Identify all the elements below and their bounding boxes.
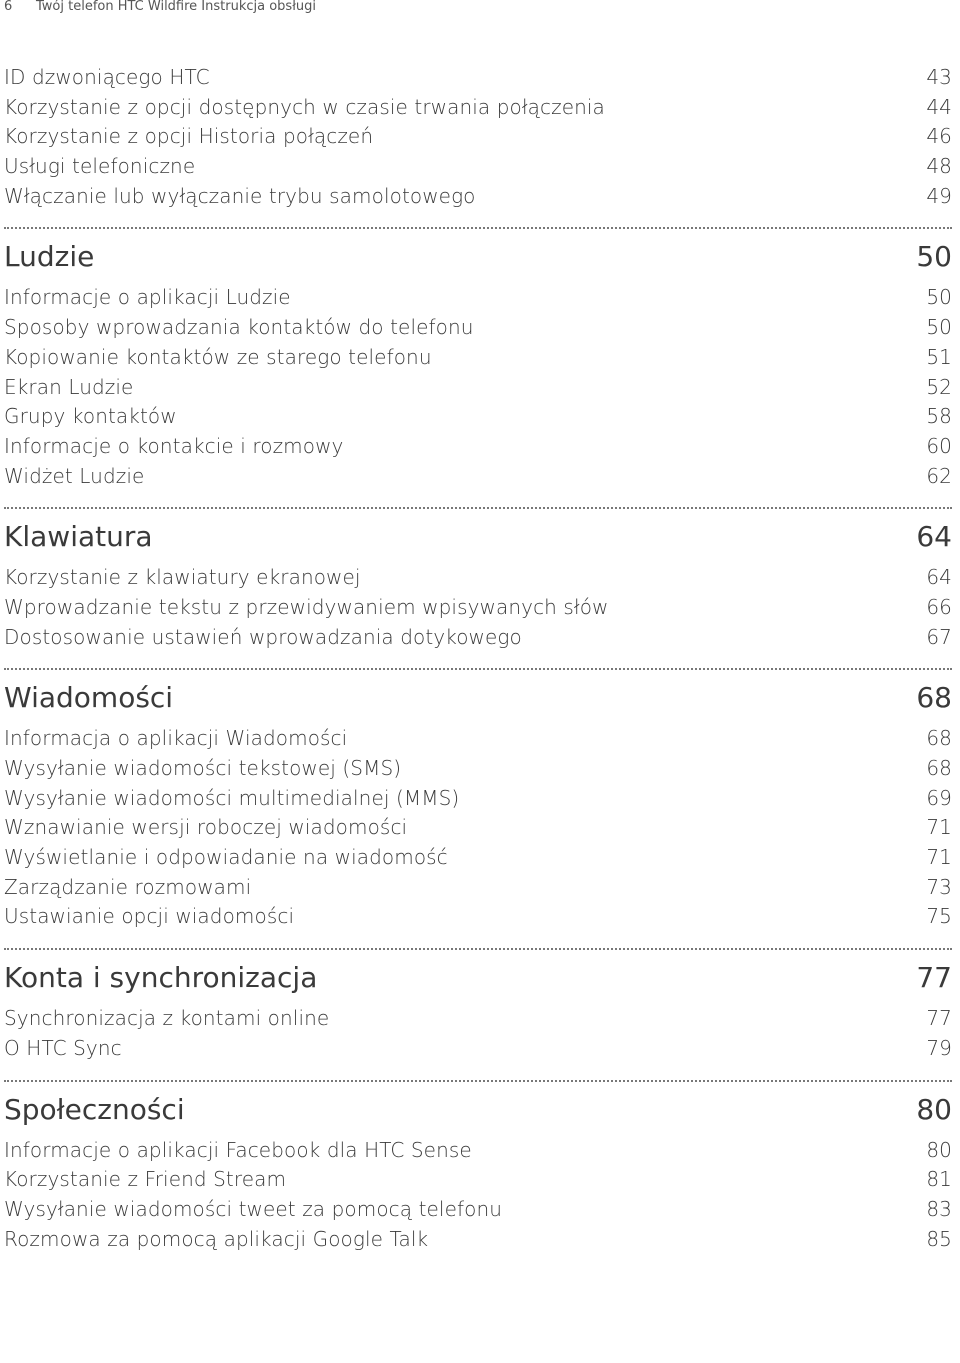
toc-entry-label: Zarządzanie rozmowami (4, 874, 252, 899)
toc-entry-label: Korzystanie z klawiatury ekranowej (4, 565, 361, 590)
toc-entry[interactable] (4, 1034, 952, 1064)
toc-entry-page: 49 (926, 183, 952, 208)
toc-entry[interactable] (4, 63, 952, 93)
chapter-heading[interactable] (4, 517, 952, 557)
toc-entry-page: 80 (926, 1137, 952, 1162)
toc-entry-page: 71 (926, 845, 952, 870)
toc-entry[interactable] (4, 1195, 952, 1225)
toc-entry-page: 67 (926, 624, 952, 649)
toc-entry-label: Wysyłanie wiadomości tweet za pomocą telefonu (4, 1196, 503, 1221)
toc-entry-page: 62 (926, 463, 952, 488)
toc-entry[interactable] (4, 313, 952, 343)
toc-entry-page: 64 (926, 565, 952, 590)
toc-entry-page: 81 (926, 1167, 952, 1192)
toc-entry-page: 52 (926, 374, 952, 399)
toc-entry[interactable] (4, 402, 952, 432)
chapter-heading[interactable] (4, 1090, 952, 1130)
toc-entry[interactable] (4, 563, 952, 593)
chapter-heading[interactable] (4, 237, 952, 277)
toc-entry-label: Wprowadzanie tekstu z przewidywaniem wpisywanych słów (4, 594, 609, 619)
toc-entry-label: Rozmowa za pomocą aplikacji Google Talk (4, 1226, 429, 1251)
toc-entry-label: O HTC Sync (4, 1035, 122, 1060)
toc-entry-page: 71 (926, 815, 952, 840)
toc-entry-label: Sposoby wprowadzania kontaktów do telefonu (4, 315, 474, 340)
toc-entry[interactable] (4, 623, 952, 653)
chapter-title: Społeczności (4, 1092, 185, 1126)
toc-entry[interactable] (4, 1225, 952, 1255)
toc-entry[interactable] (4, 754, 952, 784)
toc-entry-label: Wysyłanie wiadomości multimedialnej (MMS) (4, 785, 460, 810)
chapter-title: Wiadomości (4, 681, 174, 715)
toc-entry[interactable] (4, 843, 952, 873)
toc-entry-label: Informacje o aplikacji Ludzie (4, 285, 291, 310)
chapter-title: Klawiatura (4, 520, 153, 554)
toc-entry-page: 85 (926, 1226, 952, 1251)
toc-entry-label: Grupy kontaktów (4, 404, 177, 429)
toc-entry[interactable] (4, 432, 952, 462)
toc-entry[interactable] (4, 373, 952, 403)
toc-entry[interactable] (4, 1136, 952, 1166)
toc-entry-page: 51 (926, 344, 952, 369)
toc-entry[interactable] (4, 1165, 952, 1195)
toc-entry-label: Ustawianie opcji wiadomości (4, 904, 295, 929)
chapter-page: 64 (916, 520, 952, 554)
toc-entry-label: Korzystanie z Friend Stream (4, 1167, 287, 1192)
toc-entry-label: Ekran Ludzie (4, 374, 134, 399)
toc-entry-page: 68 (926, 726, 952, 751)
toc-entry[interactable] (4, 724, 952, 754)
toc-entry-page: 79 (926, 1035, 952, 1060)
toc-entry-page: 60 (926, 433, 952, 458)
toc-entry-label: Informacje o aplikacji Facebook dla HTC Sense (4, 1137, 472, 1162)
table-of-contents (4, 63, 952, 1254)
toc-entry-page: 46 (926, 124, 952, 149)
toc-entry[interactable] (4, 902, 952, 932)
chapter-heading[interactable] (4, 678, 952, 718)
toc-entry-page: 69 (926, 785, 952, 810)
toc-entry[interactable] (4, 283, 952, 313)
toc-entry[interactable] (4, 182, 952, 212)
chapter-title: Ludzie (4, 240, 95, 274)
toc-entry[interactable] (4, 593, 952, 623)
toc-entry-page: 77 (926, 1006, 952, 1031)
toc-entry[interactable] (4, 343, 952, 373)
chapter-wiadomosci (4, 668, 952, 932)
chapter-klawiatura (4, 507, 952, 652)
toc-entry[interactable] (4, 152, 952, 182)
toc-entry-page: 83 (926, 1196, 952, 1221)
toc-entry-label: Włączanie lub wyłączanie trybu samolotowego (4, 183, 476, 208)
toc-entry-page: 50 (926, 315, 952, 340)
header-title: Twój telefon HTC Wildfire Instrukcja obsługi (36, 0, 317, 14)
chapter-konta-i-synchronizacja (4, 948, 952, 1063)
toc-entry-label: Usługi telefoniczne (4, 154, 196, 179)
toc-entry-label: Widżet Ludzie (4, 463, 145, 488)
chapter-ludzie (4, 227, 952, 491)
toc-entry-page: 50 (926, 285, 952, 310)
toc-entry-page: 66 (926, 594, 952, 619)
toc-entry-label: Wysyłanie wiadomości tekstowej (SMS) (4, 756, 402, 780)
toc-entry-page: 73 (926, 874, 952, 899)
toc-entry-label: ID dzwoniącego HTC (4, 65, 210, 89)
toc-entry-label: Wyświetlanie i odpowiadanie na wiadomość (4, 845, 448, 870)
toc-entry[interactable] (4, 462, 952, 492)
toc-entry-label: Korzystanie z opcji Historia połączeń (4, 124, 374, 149)
toc-entry-label: Kopiowanie kontaktów ze starego telefonu (4, 344, 432, 369)
toc-entry[interactable] (4, 122, 952, 152)
toc-entry[interactable] (4, 873, 952, 903)
toc-entry-page: 75 (926, 904, 952, 929)
chapter-spolecznosci (4, 1080, 952, 1255)
toc-entry-page: 48 (926, 154, 952, 179)
toc-entry[interactable] (4, 1004, 952, 1034)
chapter-heading[interactable] (4, 958, 952, 998)
chapter-page: 68 (916, 681, 952, 715)
toc-entry-page: 44 (926, 94, 952, 119)
toc-entry-label: Informacja o aplikacji Wiadomości (4, 726, 348, 751)
chapter-page: 77 (916, 961, 952, 995)
toc-entry-page: 58 (926, 404, 952, 429)
toc-entry-label: Dostosowanie ustawień wprowadzania dotykowego (4, 624, 522, 649)
header-page-number: 6 (4, 0, 13, 14)
toc-entry-label: Informacje o kontakcie i rozmowy (4, 433, 344, 458)
chapter-title: Konta i synchronizacja (4, 961, 318, 995)
page-header (4, 0, 316, 14)
toc-entry-label: Synchronizacja z kontami online (4, 1006, 330, 1031)
toc-entry[interactable] (4, 784, 952, 814)
chapter-page: 50 (916, 240, 952, 274)
toc-entry[interactable] (4, 93, 952, 123)
toc-entry[interactable] (4, 813, 952, 843)
toc-entry-page: 43 (926, 65, 952, 89)
toc-entry-label: Korzystanie z opcji dostępnych w czasie trwania połączenia (4, 94, 605, 119)
toc-entry-page: 68 (926, 756, 952, 780)
chapter-page: 80 (916, 1092, 952, 1126)
toc-entry-label: Wznawianie wersji roboczej wiadomości (4, 815, 408, 840)
intro-entries (4, 63, 952, 211)
